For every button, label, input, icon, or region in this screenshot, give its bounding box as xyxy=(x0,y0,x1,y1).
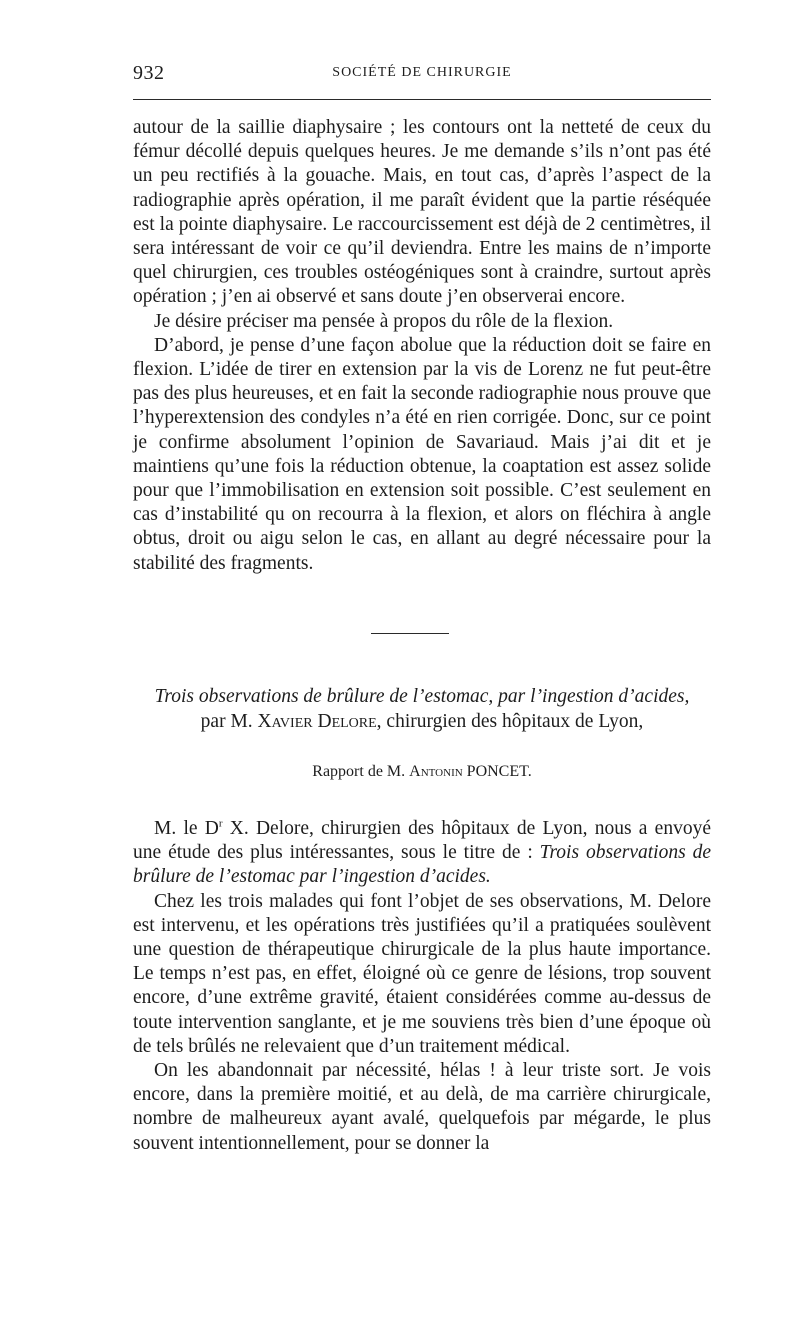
paragraph: On les abandonnait par nécessité, hélas ! à leur triste sort. Je vois encore, dans la première moitié, et au delà, de ma carrière chirurgicale, nombre de malheureux ayant avalé, quelquefois par mégarde, le plus souvent intentionnellement, pour se donner la xyxy=(133,1060,711,1154)
article-byline xyxy=(133,710,711,735)
paragraph: autour de la saillie diaphysaire ; les contours ont la netteté de ceux du fémur décollé depuis quelques heures. Je me demande s’ils n’ont pas été un peu rectifiés à la gouache. Mais, en tout cas, d’après l’aspect de la radiographie après opération, il me paraît évident que la partie réséquée est la pointe diaphysaire. Le raccourcissement est déjà de 2 centimètres, il sera intéressant de voir ce qu’il deviendra. Entre les mains de n’importe quel chirurgien, ces troubles ostéogéniques sont à craindre, surtout après opération ; j’en ai observé et sans doute j’en observerai encore. xyxy=(133,117,711,308)
paragraph xyxy=(133,817,711,890)
byline-prefix: par M. xyxy=(200,710,253,732)
author-first-name: Xavier xyxy=(257,710,313,732)
page-header xyxy=(133,60,711,90)
previous-article-text xyxy=(133,116,711,576)
superscript-r: r xyxy=(218,817,223,830)
byline-suffix: , chirurgien des hôpitaux de Lyon, xyxy=(376,710,644,732)
study-title: Trois observations de brûlure de l’estomac par l’ingestion d’acides. xyxy=(133,842,711,888)
article-title: Trois observations de brûlure de l’estomac, par l’ingestion d’acides, xyxy=(154,686,690,707)
report-prefix: Rapport de M. xyxy=(312,763,406,780)
report-attribution xyxy=(133,761,711,783)
paragraph: Je désire préciser ma pensée à propos du rôle de la flexion. xyxy=(154,310,614,332)
reporter-first-name: Antonin xyxy=(409,763,463,780)
section-divider xyxy=(371,633,449,634)
paragraph: Chez les trois malades qui font l’objet de ses observations, M. Delore est intervenu, et les opérations très justifiées qu’il a pratiquées soulèvent une question de thérapeutique chirurgicale de la plus haute importance. Le temps n’est pas, en effet, éloigné où ce genre de lésions, trop souvent encore, d’une extrême gravité, étaient considérées comme au-dessus de toute intervention sanglante, et je me souviens très bien d’une époque où de tels brûlés ne relevaient que d’un traitement médical. xyxy=(133,890,711,1057)
report-opening: M. le D xyxy=(154,818,219,839)
report-text xyxy=(133,817,711,1156)
header-rule xyxy=(133,99,711,100)
article-heading xyxy=(133,685,711,734)
reporter-last-name: PONCET. xyxy=(466,763,532,780)
author-last-name: Delore xyxy=(317,710,377,732)
report-opening-rest: X. Delore, chirurgien des hôpitaux de Lyon, nous a envoyé une étude des plus intéressantes, sous le titre de : xyxy=(133,818,711,864)
running-title: SOCIÉTÉ DE CHIRURGIE xyxy=(332,65,512,80)
page-number: 932 xyxy=(133,62,165,84)
paragraph: D’abord, je pense d’une façon abolue que la réduction doit se faire en flexion. L’idée de tirer en extension par la vis de Lorenz ne fut peut-être pas des plus heureuses, et en fait la seconde radiographie nous prouve que l’hyperextension des condyles n’a été en rien corrigée. Donc, sur ce point je confirme absolument l’opinion de Savariaud. Mais j’ai dit et je maintiens qu’une fois la réduction obtenue, la coaptation est assez solide pour que l’immobilisation en extension soit possible. C’est seulement en cas d’instabilité qu on recourra à la flexion, et alors on fléchira à angle obtus, droit ou aigu selon le cas, en allant au degré nécessaire pour la stabilité des fragments. xyxy=(133,334,711,574)
